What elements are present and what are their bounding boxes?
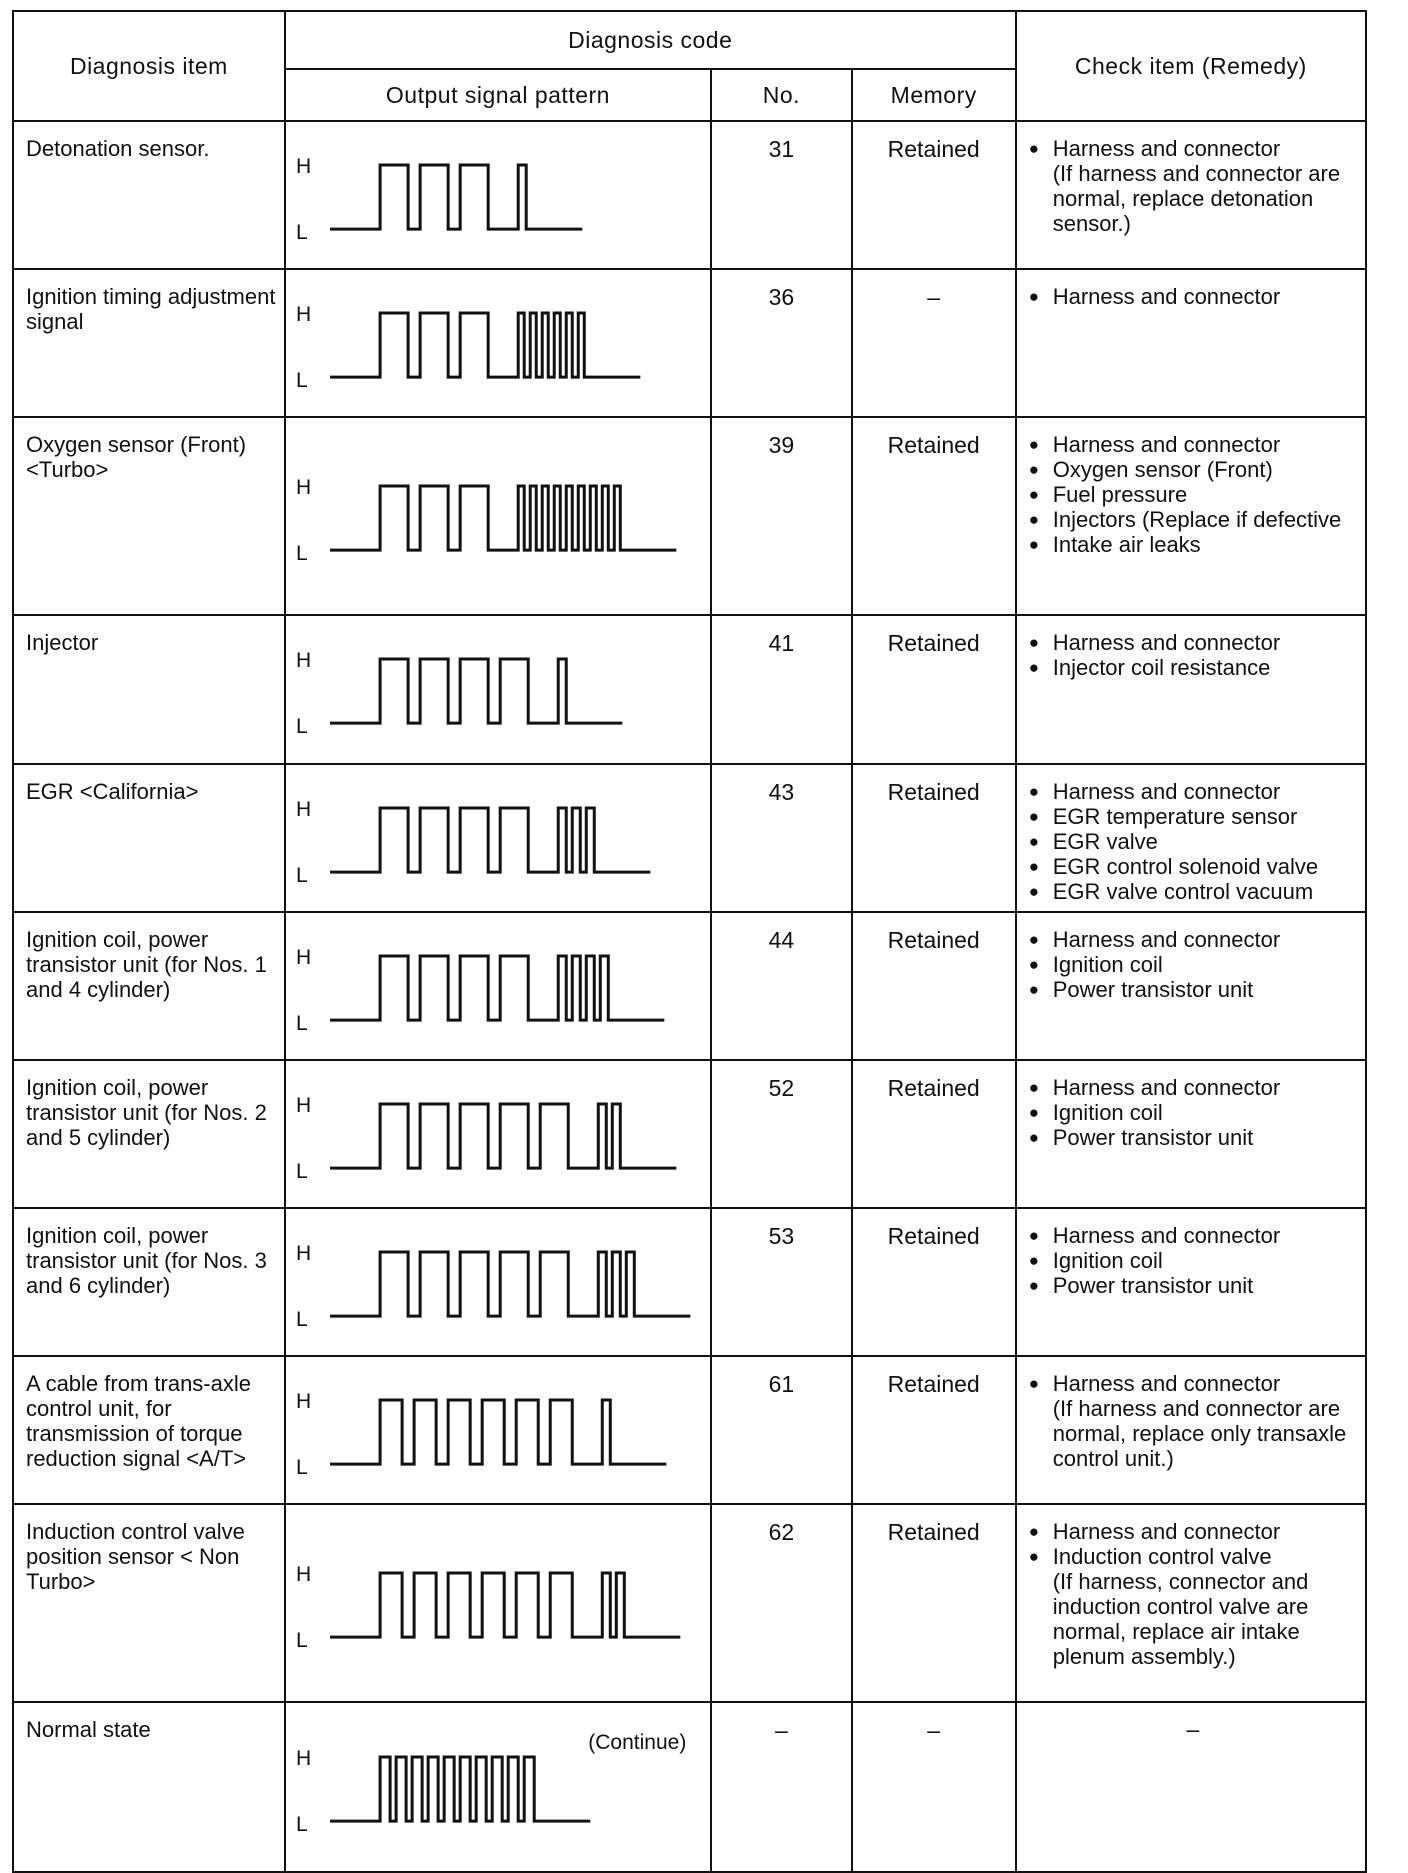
- memory-cell: –: [852, 269, 1016, 417]
- pulse-trace: [330, 956, 664, 1020]
- diagnosis-item-cell: EGR <California>: [13, 764, 285, 912]
- signal-high-label: H: [295, 1747, 311, 1771]
- check-item-cell: [1016, 121, 1366, 269]
- code-number-cell: –: [711, 1702, 852, 1872]
- signal-pattern-cell: [285, 1060, 711, 1208]
- output-signal-waveform: [286, 616, 710, 762]
- code-number-cell: 36: [711, 269, 852, 417]
- signal-pattern-cell: [285, 1356, 711, 1504]
- output-signal-waveform: [286, 418, 710, 614]
- diagnosis-item-cell: Injector: [13, 615, 285, 763]
- table-row: [13, 417, 1366, 615]
- check-list: [1027, 630, 1359, 680]
- header-check-item: Check item (Remedy): [1016, 11, 1366, 121]
- table-row: [13, 912, 1366, 1060]
- check-list-item: ● Injector coil resistance: [1027, 655, 1359, 680]
- check-list-item: ● EGR valve: [1027, 829, 1359, 854]
- check-list-item: ● Power transistor unit: [1027, 1125, 1359, 1150]
- memory-cell: Retained: [852, 912, 1016, 1060]
- output-signal-waveform: [286, 270, 710, 416]
- signal-low-label: L: [295, 369, 308, 393]
- header-output-signal-pattern: Output signal pattern: [285, 69, 711, 121]
- header-diagnosis-item: Diagnosis item: [13, 11, 285, 121]
- check-item-cell: [1016, 615, 1366, 763]
- signal-high-label: H: [295, 649, 311, 673]
- check-item-cell: [1016, 1356, 1366, 1504]
- check-list-item: ● Ignition coil: [1027, 1248, 1359, 1273]
- check-list: [1027, 927, 1359, 1002]
- diagnosis-item-cell: Normal state: [13, 1702, 285, 1872]
- check-list-item: ● Fuel pressure: [1027, 482, 1359, 507]
- check-list-item: ● Harness and connector: [1027, 1223, 1359, 1248]
- memory-cell: Retained: [852, 417, 1016, 615]
- signal-low-label: L: [295, 1011, 308, 1035]
- diagnosis-item-cell: Induction control valve position sensor < Non Turbo>: [13, 1504, 285, 1702]
- remedy-note: (If harness and connector are normal, replace detonation sensor.): [1052, 161, 1341, 236]
- remedy-note: (If harness, connector and induction control valve are normal, replace air intake plenum assembly.): [1052, 1569, 1309, 1670]
- pulse-trace: [330, 1757, 590, 1821]
- memory-cell: Retained: [852, 1504, 1016, 1702]
- output-signal-waveform: [286, 765, 710, 911]
- header-no: No.: [711, 69, 852, 121]
- check-list-item: ● Harness and connector: [1027, 927, 1359, 952]
- check-list-item: ● Harness and connector: [1027, 136, 1359, 161]
- check-list-item: ● EGR control solenoid valve: [1027, 854, 1359, 879]
- pulse-trace: [330, 1573, 680, 1637]
- check-list: [1027, 1223, 1359, 1298]
- check-item-cell: [1016, 1208, 1366, 1356]
- signal-high-label: H: [295, 303, 311, 327]
- header-memory: Memory: [852, 69, 1016, 121]
- check-list-item: ● Harness and connector: [1027, 1075, 1359, 1100]
- memory-cell: Retained: [852, 1356, 1016, 1504]
- code-number-cell: 62: [711, 1504, 852, 1702]
- check-list: [1027, 284, 1359, 309]
- code-number-cell: 53: [711, 1208, 852, 1356]
- diagnosis-item-cell: Ignition coil, power transistor unit (for Nos. 3 and 6 cylinder): [13, 1208, 285, 1356]
- signal-high-label: H: [295, 155, 311, 179]
- diagnosis-item-cell: Ignition coil, power transistor unit (for Nos. 2 and 5 cylinder): [13, 1060, 285, 1208]
- signal-low-label: L: [295, 542, 308, 566]
- check-list-item: ● Harness and connector: [1027, 779, 1359, 804]
- signal-high-label: H: [295, 945, 311, 969]
- output-signal-waveform: [286, 913, 710, 1059]
- check-list: [1027, 1519, 1359, 1569]
- signal-pattern-cell: [285, 1208, 711, 1356]
- signal-low-label: L: [295, 1159, 308, 1183]
- code-number-cell: 52: [711, 1060, 852, 1208]
- table-row: [13, 1060, 1366, 1208]
- pulse-trace: [330, 659, 622, 723]
- signal-high-label: H: [295, 1093, 311, 1117]
- check-list-item: ● Oxygen sensor (Front): [1027, 457, 1359, 482]
- check-list-item: ● Harness and connector: [1027, 1371, 1359, 1396]
- signal-high-label: H: [295, 1563, 311, 1587]
- check-item-cell: [1016, 1060, 1366, 1208]
- check-list-item: ● Intake air leaks: [1027, 532, 1359, 557]
- memory-cell: –: [852, 1702, 1016, 1872]
- check-list-item: ● Harness and connector: [1027, 284, 1359, 309]
- check-item-cell: [1016, 269, 1366, 417]
- check-list-item: ● Ignition coil: [1027, 1100, 1359, 1125]
- signal-pattern-cell: [285, 121, 711, 269]
- code-number-cell: 44: [711, 912, 852, 1060]
- diagnosis-code-sheet: [12, 10, 1367, 1846]
- diagnosis-item-cell: Detonation sensor.: [13, 121, 285, 269]
- output-signal-waveform: [286, 1061, 710, 1207]
- signal-pattern-cell: [285, 615, 711, 763]
- check-list-item: ● EGR valve control vacuum: [1027, 879, 1359, 904]
- check-list: [1027, 1075, 1359, 1150]
- check-list-item: ● Harness and connector: [1027, 630, 1359, 655]
- signal-low-label: L: [295, 1629, 308, 1653]
- signal-low-label: L: [295, 1456, 308, 1480]
- diagnosis-rows: [13, 121, 1366, 1872]
- check-list-item: ● Ignition coil: [1027, 952, 1359, 977]
- output-signal-waveform: [286, 1505, 710, 1701]
- diagnosis-item-cell: Ignition coil, power transistor unit (for Nos. 1 and 4 cylinder): [13, 912, 285, 1060]
- signal-low-label: L: [295, 863, 308, 887]
- check-list-item: ● EGR temperature sensor: [1027, 804, 1359, 829]
- signal-high-label: H: [295, 1390, 311, 1414]
- code-number-cell: 41: [711, 615, 852, 763]
- signal-pattern-cell: [285, 417, 711, 615]
- check-list: [1027, 779, 1359, 904]
- output-signal-waveform: [286, 1357, 710, 1503]
- check-list: [1027, 432, 1359, 557]
- pulse-trace: [330, 1104, 676, 1168]
- diagnosis-item-cell: Ignition timing adjustment signal: [13, 269, 285, 417]
- check-list-item: ● Harness and connector: [1027, 432, 1359, 457]
- header-diagnosis-code: Diagnosis code: [285, 11, 1016, 69]
- diagnosis-item-cell: Oxygen sensor (Front) <Turbo>: [13, 417, 285, 615]
- table-row: [13, 1504, 1366, 1702]
- table-row: [13, 121, 1366, 269]
- pulse-trace: [330, 1252, 690, 1316]
- diagnosis-item-cell: A cable from trans-axle control unit, for transmission of torque reduction signal <A/T>: [13, 1356, 285, 1504]
- signal-high-label: H: [295, 1241, 311, 1265]
- table-row: [13, 1702, 1366, 1872]
- signal-high-label: H: [295, 476, 311, 500]
- signal-pattern-cell: [285, 269, 711, 417]
- pulse-trace: [330, 486, 676, 550]
- check-list: [1027, 1371, 1359, 1396]
- check-list: [1027, 136, 1359, 161]
- check-list-item: ● Induction control valve: [1027, 1544, 1359, 1569]
- table-row: [13, 1356, 1366, 1504]
- code-number-cell: 31: [711, 121, 852, 269]
- check-item-cell: [1016, 1504, 1366, 1702]
- table-row: [13, 269, 1366, 417]
- output-signal-waveform: [286, 1703, 710, 1871]
- check-list-item: ● Power transistor unit: [1027, 1273, 1359, 1298]
- check-list-item: ● Harness and connector: [1027, 1519, 1359, 1544]
- output-signal-waveform: [286, 122, 710, 268]
- signal-pattern-cell: [285, 912, 711, 1060]
- signal-low-label: L: [295, 715, 308, 739]
- memory-cell: Retained: [852, 121, 1016, 269]
- signal-pattern-cell: [285, 764, 711, 912]
- table-row: [13, 615, 1366, 763]
- signal-pattern-cell: [285, 1702, 711, 1872]
- pulse-trace: [330, 808, 650, 872]
- check-list-item: ● Power transistor unit: [1027, 977, 1359, 1002]
- memory-cell: Retained: [852, 764, 1016, 912]
- remedy-note: (If harness and connector are normal, replace only transaxle control unit.): [1052, 1396, 1347, 1472]
- signal-high-label: H: [295, 797, 311, 821]
- check-item-cell: [1016, 912, 1366, 1060]
- check-item-cell: [1016, 417, 1366, 615]
- check-item-cell: –: [1016, 1702, 1366, 1872]
- signal-low-label: L: [295, 221, 308, 245]
- memory-cell: Retained: [852, 1060, 1016, 1208]
- code-number-cell: 43: [711, 764, 852, 912]
- memory-cell: Retained: [852, 1208, 1016, 1356]
- signal-pattern-cell: [285, 1504, 711, 1702]
- code-number-cell: 61: [711, 1356, 852, 1504]
- diagnosis-table: [12, 10, 1367, 1873]
- check-item-cell: [1016, 764, 1366, 912]
- table-row: [13, 1208, 1366, 1356]
- pulse-trace: [330, 1400, 666, 1464]
- signal-low-label: L: [295, 1308, 308, 1332]
- signal-low-label: L: [295, 1813, 308, 1837]
- code-number-cell: 39: [711, 417, 852, 615]
- pulse-trace: [330, 165, 582, 229]
- table-row: [13, 764, 1366, 912]
- output-signal-waveform: [286, 1209, 710, 1355]
- check-list-item: ● Injectors (Replace if defective: [1027, 507, 1359, 532]
- pulse-trace: [330, 313, 640, 377]
- memory-cell: Retained: [852, 615, 1016, 763]
- continue-label: (Continue): [588, 1731, 687, 1755]
